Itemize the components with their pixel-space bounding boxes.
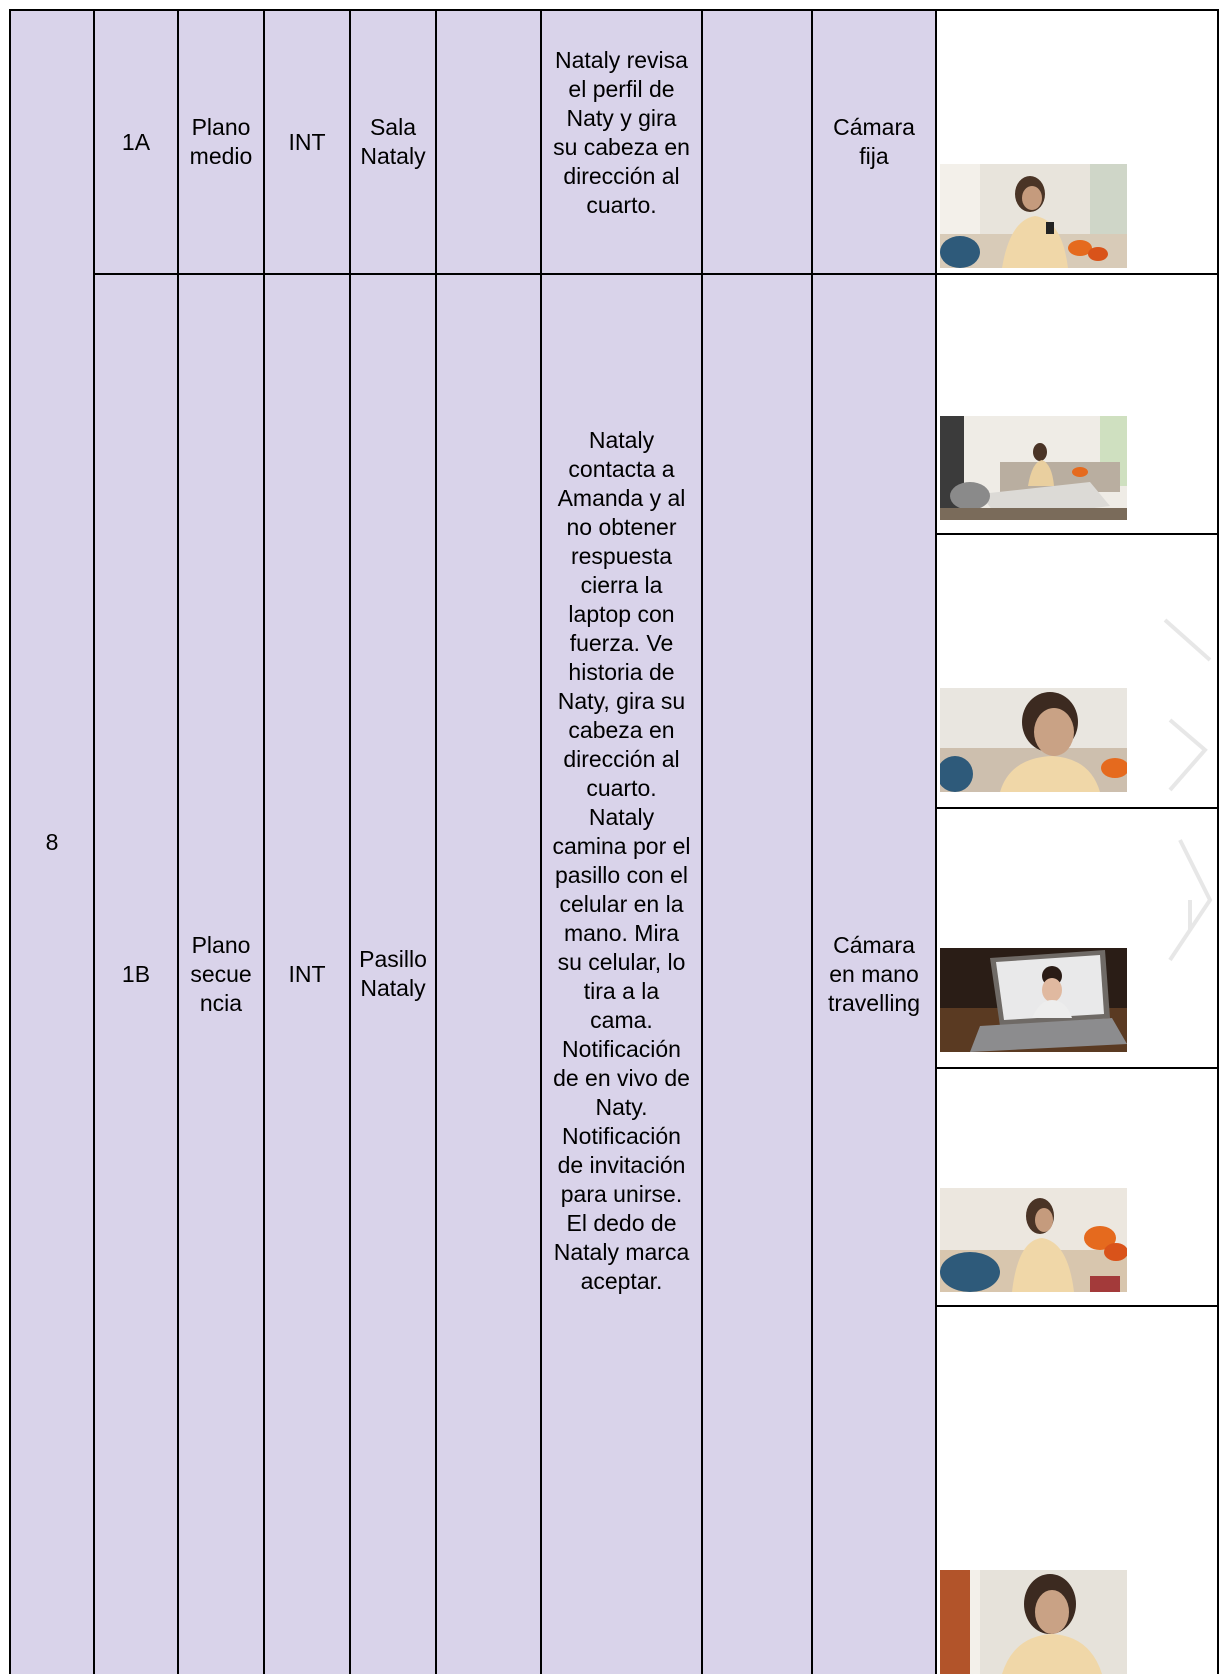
camera-text: Cámara fija — [833, 114, 915, 169]
camera-cell-1b — [812, 274, 936, 1674]
framing-text: Plano medio — [189, 114, 253, 169]
action-text: Nataly contacta a Amanda y al no obtener respuesta cierra la laptop con fuerza. Ve historia de Naty, gira su cabeza en dirección al cuarto. Nataly camina por el pasillo con el celular en la mano. Mira su celular, lo tira a la cama. Notificación de en vivo de Naty. Notificación de invitación para unirse. El dedo de Nataly marca aceptar. — [552, 427, 691, 1294]
action-cell-1b — [541, 274, 702, 1674]
empty-col-1a — [436, 10, 541, 274]
int-ext-cell-1b — [264, 274, 350, 1674]
int-ext-text: INT — [288, 128, 326, 155]
woman-hallway-icon — [940, 1570, 1127, 1674]
woman-closeup-icon — [940, 688, 1127, 792]
thumbnail-cell-5 — [936, 1068, 1219, 1306]
col-border — [435, 9, 437, 1674]
shot-cell-1a — [94, 10, 178, 274]
living-room-wide-icon — [940, 416, 1127, 520]
shot-cell-1b — [94, 274, 178, 1674]
int-ext-cell-1a — [264, 10, 350, 274]
int-ext-text: INT — [288, 960, 326, 987]
location-cell-1a — [350, 10, 436, 274]
col-border — [935, 9, 937, 1674]
thumb-divider — [936, 807, 1219, 809]
thumb-divider — [936, 533, 1219, 535]
action-cell-1a — [541, 10, 702, 274]
action-text: Nataly revisa el perfil de Naty y gira su cabeza en dirección al cuarto. — [553, 47, 690, 218]
scene-number-cell — [10, 10, 94, 1674]
thumb-divider — [936, 1305, 1219, 1307]
col-border — [93, 9, 95, 1674]
framing-text: Plano secue ncia — [190, 931, 252, 1016]
col-border — [263, 9, 265, 1674]
woman-on-sofa-phone-icon — [940, 164, 1127, 268]
table-border-top — [9, 9, 1219, 11]
woman-looking-side-icon — [940, 1188, 1127, 1292]
col-border — [9, 9, 11, 1674]
camera-cell-1a — [812, 10, 936, 274]
sound-col-1b — [702, 274, 812, 1674]
shot-number: 1B — [121, 960, 151, 987]
sound-col-1a — [702, 10, 812, 274]
col-border — [349, 9, 351, 1674]
camera-text: Cámara en mano travelling — [827, 931, 921, 1016]
thumb-divider — [936, 1067, 1219, 1069]
framing-cell-1b — [178, 274, 264, 1674]
thumbnail-cell-1 — [936, 10, 1219, 274]
location-cell-1b — [350, 274, 436, 1674]
shot-number: 1A — [121, 128, 151, 155]
location-text: Sala Nataly — [360, 114, 426, 169]
location-text: Pasillo Nataly — [359, 946, 427, 1001]
watermark-logo — [1160, 600, 1219, 1020]
col-border — [701, 9, 703, 1674]
framing-cell-1a — [178, 10, 264, 274]
empty-col-1b — [436, 274, 541, 1674]
col-border — [177, 9, 179, 1674]
thumbnail-cell-6 — [936, 1306, 1219, 1674]
thumbnail-cell-2 — [936, 274, 1219, 534]
scene-number: 8 — [45, 828, 59, 855]
col-border — [811, 9, 813, 1674]
laptop-videocall-icon — [940, 948, 1127, 1052]
col-border — [540, 9, 542, 1674]
